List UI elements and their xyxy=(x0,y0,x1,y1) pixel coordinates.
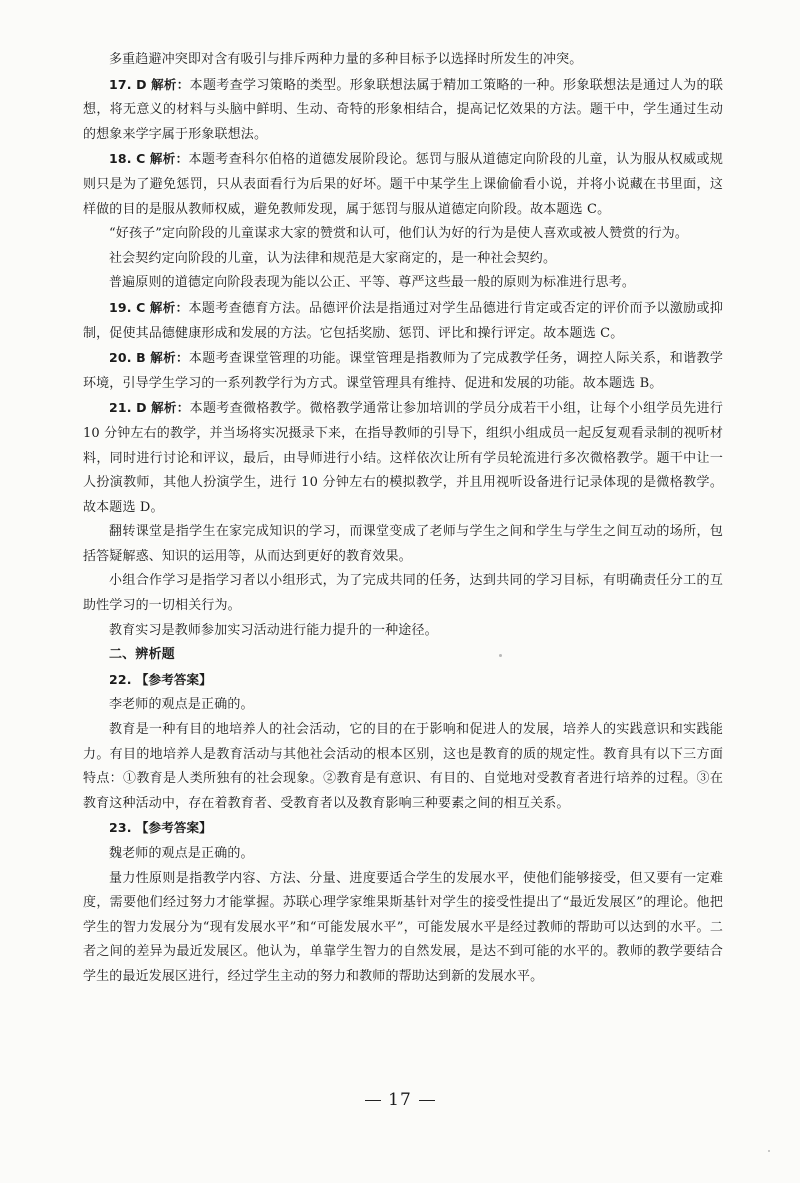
paragraph-wei-view: 魏老师的观点是正确的。 xyxy=(109,846,254,861)
analysis-text: 本题考查学习策略的类型。形象联想法属于精加工策略的一种。形象联想法是通过人为的联想，将无意义的材料与头脑中鲜明、生动、奇特的形象相结合，提高记忆效果的方法。题干中，学生通过生动的想象来学字属于形象联想法。 xyxy=(83,77,723,142)
answer-20 xyxy=(83,346,723,396)
page-number xyxy=(0,1090,800,1110)
question-number: 19. xyxy=(109,299,132,315)
answer-letter: D xyxy=(136,400,147,416)
scan-speck xyxy=(499,654,502,657)
paragraph-conflict: 多重趋避冲突即对含有吸引与排斥两种力量的多种目标予以选择时所发生的冲突。 xyxy=(109,52,583,67)
analysis-label: 解析： xyxy=(151,76,190,92)
answer-letter: D xyxy=(136,76,147,92)
analysis-text: 本题考查德育方法。品德评价法是指通过对学生品德进行肯定或否定的评价而予以激励或抑制，促使其品德健康形成和发展的方法。它包括奖励、惩罚、评比和操行评定。故本题选 C。 xyxy=(83,300,723,341)
answer-23-heading xyxy=(83,816,723,842)
question-number: 23. xyxy=(109,820,132,836)
question-number: 20. xyxy=(109,350,132,366)
analysis-label: 解析： xyxy=(149,299,189,315)
answer-17 xyxy=(83,73,723,148)
question-number: 17. xyxy=(109,76,132,92)
scan-speck xyxy=(768,1150,770,1152)
analysis-text: 本题考查科尔伯格的道德发展阶段论。惩罚与服从道德定向阶段的儿童，认为服从权威或规则只是为了避免惩罚，只从表面看行为后果的好坏。题干中某学生上课偷偷看小说，并将小说藏在书里面，这样做的目的是服从教师权威，避免教师发现，属于惩罚与服从道德定向阶段。故本题选 C。 xyxy=(83,152,723,217)
answer-19 xyxy=(83,296,723,346)
question-number: 21. xyxy=(109,400,132,416)
answer-22-heading xyxy=(83,668,723,694)
paragraph-social-contract: 社会契约定向阶段的儿童，认为法律和规范是大家商定的，是一种社会契约。 xyxy=(109,250,557,266)
paragraph-education-definition: 教育是一种有目的地培养人的社会活动，它的目的在于影响和促进人的发展，培养人的实践意识和实践能力。有目的地培养人是教育活动与其他社会活动的根本区别，这也是教育的质的规定性。教育具有以下三方面特点：①教育是人类所独有的社会现象。②教育是有意识、有目的、自觉地对受教育者进行培养的过程。③在教育这种活动中，存在着教育者、受教育者以及教育影响三种要素之间的相互关系。 xyxy=(83,722,723,811)
analysis-text: 本题考查微格教学。微格教学通常让参加培训的学员分成若干小组，让每个小组学员先进行 10 分钟左右的教学，并当场将实况摄录下来，在指导教师的引导下，组织小组成员一起反复观看录制的视听材料，同时进行讨论和评议，最后，由导师进行小结。这样依次让所有学员轮流进行多次微格教学。题干中让一人扮演教师，其他人扮演学生，进行 10 分钟左右的模拟教学，并且用视听设备进行记录体现的是微格教学。故本题选 D。 xyxy=(83,401,723,515)
paragraph-teaching-practice: 教育实习是教师参加实习活动进行能力提升的一种途径。 xyxy=(109,622,438,638)
analysis-label: 解析： xyxy=(149,151,189,167)
paragraph-good-child: “好孩子”定向阶段的儿童谋求大家的赞赏和认可，他们认为好的行为是使人喜欢或被人赞赏的行为。 xyxy=(109,226,689,242)
page-content xyxy=(83,48,723,990)
analysis-label: 解析： xyxy=(150,350,189,366)
answer-letter: C xyxy=(136,299,146,315)
page-number-value: 17 xyxy=(388,1090,412,1110)
answer-letter: B xyxy=(136,350,146,366)
paragraph-li-view: 李老师的观点是正确的。 xyxy=(109,697,254,713)
reference-answer-label: 【参考答案】 xyxy=(135,820,212,836)
paragraph-universal-principle: 普遍原则的道德定向阶段表现为能以公正、平等、尊严这些最一般的原则为标准进行思考。 xyxy=(109,275,636,291)
reference-answer-label: 【参考答案】 xyxy=(135,671,212,687)
question-number: 22. xyxy=(109,671,132,687)
paragraph-group-learning: 小组合作学习是指学习者以小组形式，为了完成共同的任务，达到共同的学习目标，有明确责任分工的互助性学习的一切相关行为。 xyxy=(83,573,723,614)
dash-left xyxy=(365,1100,381,1101)
answer-letter: C xyxy=(136,151,146,167)
analysis-text: 本题考查课堂管理的功能。课堂管理是指教师为了完成教学任务，调控人际关系，和谐教学环境，引导学生学习的一系列教学行为方式。课堂管理具有维持、促进和发展的功能。故本题选 B。 xyxy=(83,351,723,391)
answer-21 xyxy=(83,396,723,520)
analysis-label: 解析： xyxy=(151,400,190,416)
dash-right xyxy=(419,1100,435,1101)
question-number: 18. xyxy=(109,151,132,167)
paragraph-capacity-principle: 量力性原则是指教学内容、方法、分量、进度要适合学生的发展水平，使他们能够接受，但又要有一定难度，需要他们经过努力才能掌握。苏联心理学家维果斯基针对学生的接受性提出了“最近发展区”的理论。他把学生的智力发展分为“现有发展水平”和“可能发展水平”，可能发展水平是经过教师的帮助可以达到的水平。二者之间的差异为最近发展区。他认为，单靠学生智力的自然发展，是达不到可能的水平的。教师的教学要结合学生的最近发展区进行，经过学生主动的努力和教师的帮助达到新的发展水平。 xyxy=(83,870,723,984)
answer-18 xyxy=(83,147,723,222)
section-heading: 二、辨析题 xyxy=(109,647,175,663)
paragraph-flipped-classroom: 翻转课堂是指学生在家完成知识的学习，而课堂变成了老师与学生之间和学生与学生之间互动的场所，包括答疑解惑、知识的运用等，从而达到更好的教育效果。 xyxy=(83,524,723,564)
